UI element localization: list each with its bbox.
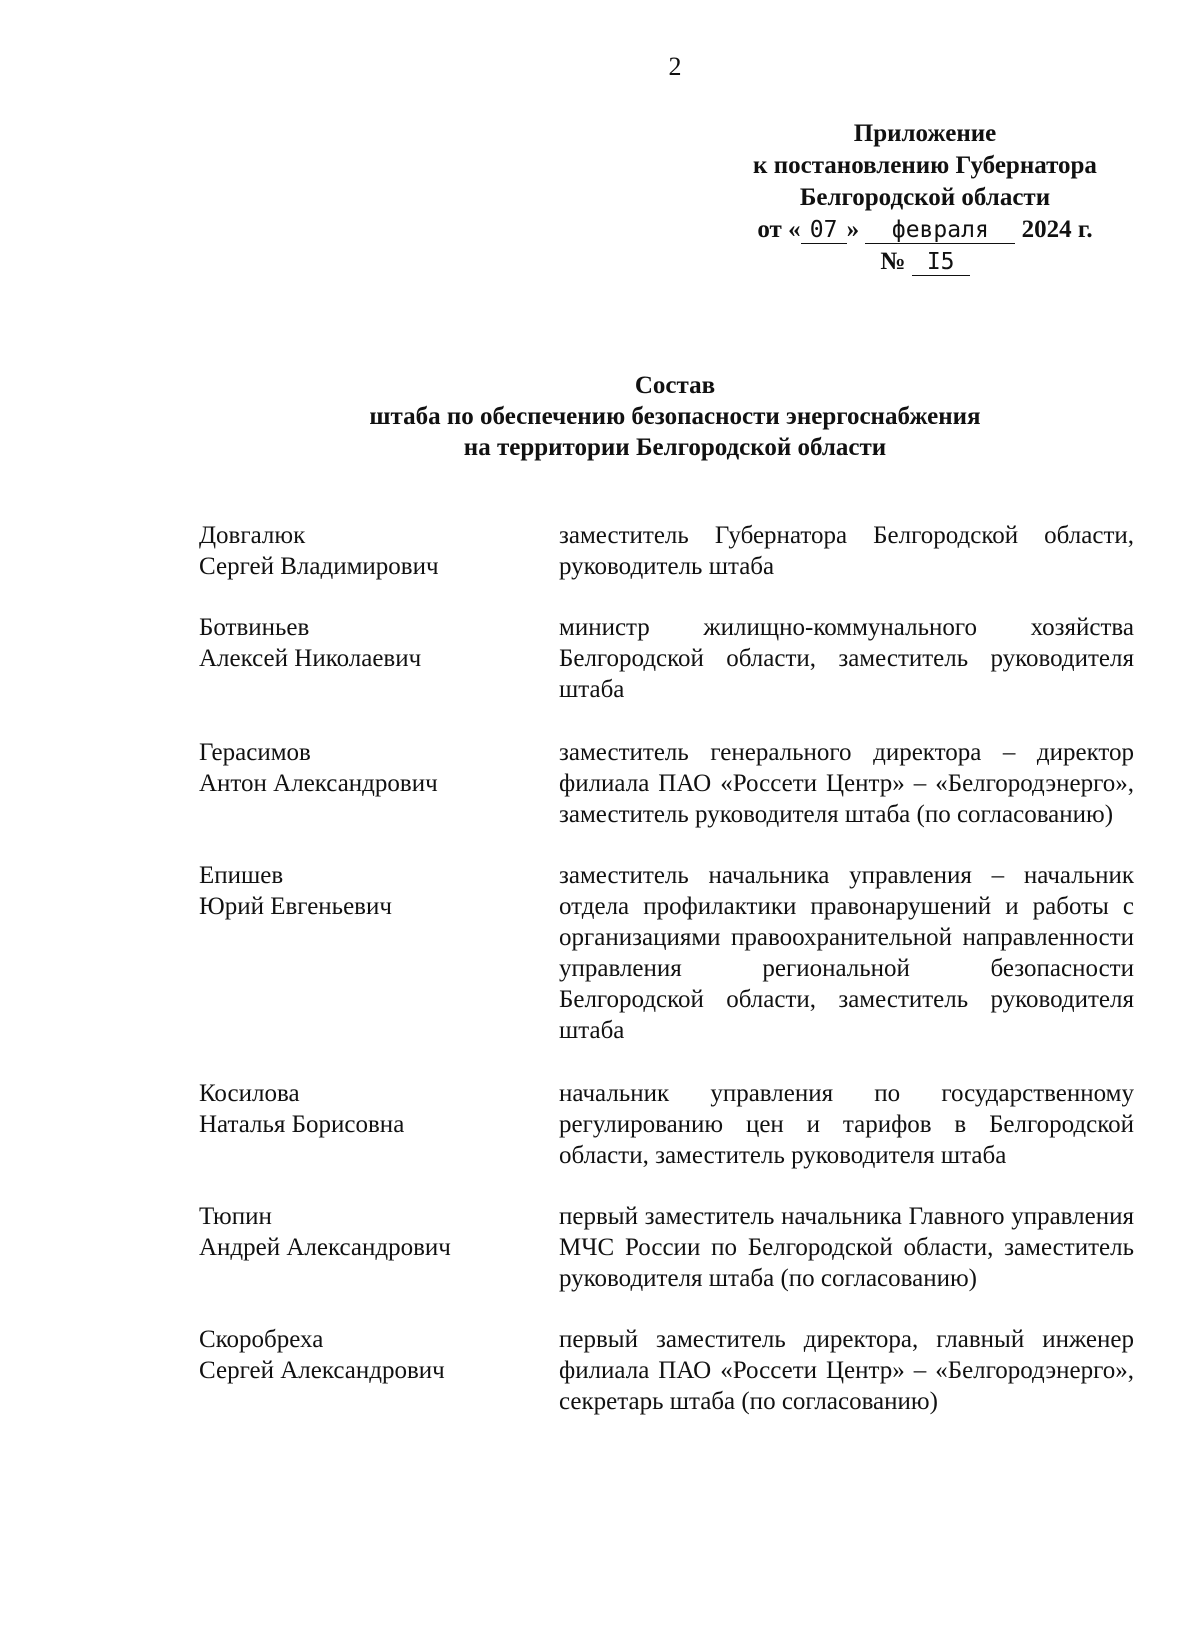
page-number [0, 52, 1200, 82]
member-name [199, 1078, 559, 1171]
member-name [199, 860, 559, 1046]
member-name [199, 1324, 559, 1417]
member-given-names: Алексей Николаевич [199, 645, 422, 672]
member-surname: Косилова [199, 1080, 300, 1107]
date-year: 2024 г. [1021, 216, 1093, 243]
member-role: заместитель начальника управления – начальник отдела профилактики правонарушений и работы с организациями правоохранительной направленности управления региональной безопасности Белгородской области, заместитель руководителя штаба [559, 862, 1134, 1044]
date-mid: » [846, 216, 860, 243]
member-surname: Тюпин [199, 1203, 272, 1230]
members-list [199, 520, 1134, 1447]
member-given-names: Андрей Александрович [199, 1234, 451, 1261]
document-title [300, 370, 1050, 463]
member-given-names: Сергей Владимирович [199, 553, 439, 580]
appendix-header [690, 118, 1160, 278]
number-prefix: № [880, 248, 906, 275]
member-given-names: Сергей Александрович [199, 1357, 445, 1384]
member-role: первый заместитель начальника Главного управления МЧС России по Белгородской области, заместитель руководителя штаба (по согласованию) [559, 1203, 1134, 1292]
member-name [199, 737, 559, 830]
page-number-text: 2 [668, 52, 682, 81]
title-line-3: на территории Белгородской области [463, 434, 887, 461]
decree-number: I5 [912, 249, 970, 276]
member-role: заместитель генерального директора – директор филиала ПАО «Россети Центр» – «Белгородэнерго», заместитель руководителя штаба (по согласованию) [559, 739, 1134, 828]
member-given-names: Наталья Борисовна [199, 1111, 405, 1138]
appendix-title: Приложение [853, 120, 997, 147]
member-name [199, 520, 559, 582]
member-role: министр жилищно-коммунального хозяйства Белгородской области, заместитель руководителя штаба [559, 614, 1134, 703]
member-row [199, 1078, 1134, 1171]
member-surname: Герасимов [199, 739, 311, 766]
appendix-number-line [690, 246, 1160, 278]
member-row [199, 1324, 1134, 1417]
member-surname: Довгалюк [199, 522, 306, 549]
member-row [199, 612, 1134, 705]
date-day: 07 [801, 217, 847, 244]
member-role: первый заместитель директора, главный инженер филиала ПАО «Россети Центр» – «Белгородэнерго», секретарь штаба (по согласованию) [559, 1326, 1134, 1415]
title-line-2: штаба по обеспечению безопасности энергоснабжения [369, 403, 981, 430]
member-role: заместитель Губернатора Белгородской области, руководитель штаба [559, 522, 1134, 580]
appendix-region-line: Белгородской области [799, 184, 1051, 211]
title-line-1: Состав [634, 372, 716, 399]
member-row [199, 860, 1134, 1046]
member-given-names: Антон Александрович [199, 770, 438, 797]
member-surname: Скоробреха [199, 1326, 324, 1353]
member-surname: Ботвиньев [199, 614, 310, 641]
member-name [199, 1201, 559, 1294]
member-surname: Епишев [199, 862, 284, 889]
date-month: февраля [865, 217, 1015, 244]
appendix-date-line [690, 214, 1160, 246]
member-given-names: Юрий Евгеньевич [199, 893, 392, 920]
member-row [199, 520, 1134, 582]
appendix-decree-line: к постановлению Губернатора [753, 152, 1097, 179]
date-prefix: от « [757, 216, 801, 243]
member-row [199, 1201, 1134, 1294]
member-role: начальник управления по государственному регулированию цен и тарифов в Белгородской области, заместитель руководителя штаба [559, 1080, 1134, 1169]
member-row [199, 737, 1134, 830]
member-name [199, 612, 559, 705]
